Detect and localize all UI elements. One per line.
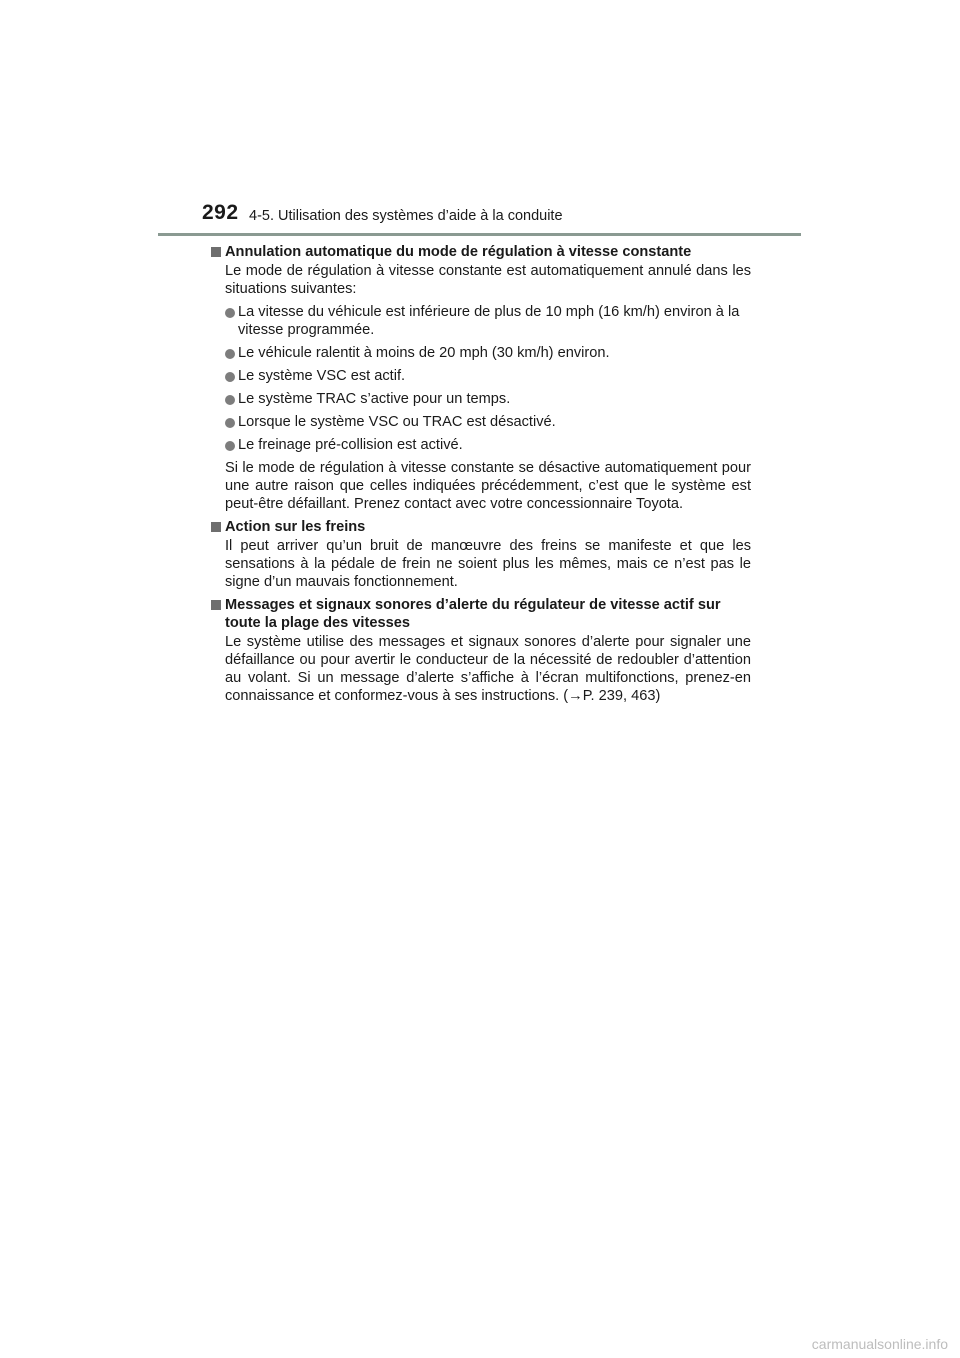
paragraph: Si le mode de régulation à vitesse constante se désactive automatiquement pour une autre raison que celles indiquées précédemment, c’est que le système est peut-être défaillant. Prenez contact avec votre concessionnaire Toyota. <box>225 460 751 512</box>
round-bullet-icon <box>225 308 235 318</box>
header-divider <box>158 233 801 236</box>
list-item-text: Le véhicule ralentit à moins de 20 mph (30 km/h) environ. <box>238 345 610 361</box>
section-heading-auto-cancel <box>211 243 751 261</box>
square-bullet-icon <box>211 247 221 257</box>
list-item <box>211 390 751 408</box>
heading-text: Messages et signaux sonores d’alerte du régulateur de vitesse actif sur toute la plage des vitesses <box>225 597 721 631</box>
section-heading-brakes <box>211 518 751 536</box>
list-item-text: Le freinage pré-collision est activé. <box>238 437 463 453</box>
round-bullet-icon <box>225 372 235 382</box>
round-bullet-icon <box>225 418 235 428</box>
square-bullet-icon <box>211 522 221 532</box>
footer-watermark: carmanualsonline.info <box>811 1336 948 1352</box>
page-content <box>211 243 751 705</box>
list-item-text: Le système VSC est actif. <box>238 368 406 384</box>
heading-text: Action sur les freins <box>225 519 366 535</box>
paragraph: Il peut arriver qu’un bruit de manœuvre des freins se manifeste et que les sensations à la pédale de frein ne soient plus les mêmes, mais ce n’est pas le signe d’un mauvais fonctionnement. <box>225 538 751 590</box>
page-number: 292 <box>202 201 239 224</box>
round-bullet-icon <box>225 349 235 359</box>
paragraph: Le mode de régulation à vitesse constante est automatiquement annulé dans les situations suivantes: <box>225 263 751 297</box>
heading-text: Annulation automatique du mode de régulation à vitesse constante <box>225 244 692 260</box>
list-item-text: Lorsque le système VSC ou TRAC est désactivé. <box>238 414 556 430</box>
page-header <box>0 0 960 240</box>
list-item-text: Le système TRAC s’active pour un temps. <box>238 391 511 407</box>
square-bullet-icon <box>211 600 221 610</box>
list-item-text: La vitesse du véhicule est inférieure de plus de 10 mph (16 km/h) environ à la vitesse programmée. <box>238 304 740 338</box>
round-bullet-icon <box>225 395 235 405</box>
list-item <box>211 436 751 454</box>
section-heading-alerts <box>211 596 751 632</box>
paragraph: Le système utilise des messages et signaux sonores d’alerte pour signaler une défaillance ou pour avertir le conducteur de la nécessité de redoubler d’attention au volant. Si un message d’alerte s’affiche à l’écran multifonctions, prenez-en connaissance et conformez-vous à ses instructions. (→P. 239, 463) <box>225 634 751 704</box>
section-title: 4-5. Utilisation des systèmes d’aide à la conduite <box>249 208 563 224</box>
list-item <box>211 344 751 362</box>
list-item <box>211 303 751 339</box>
list-item <box>211 367 751 385</box>
round-bullet-icon <box>225 441 235 451</box>
list-item <box>211 413 751 431</box>
